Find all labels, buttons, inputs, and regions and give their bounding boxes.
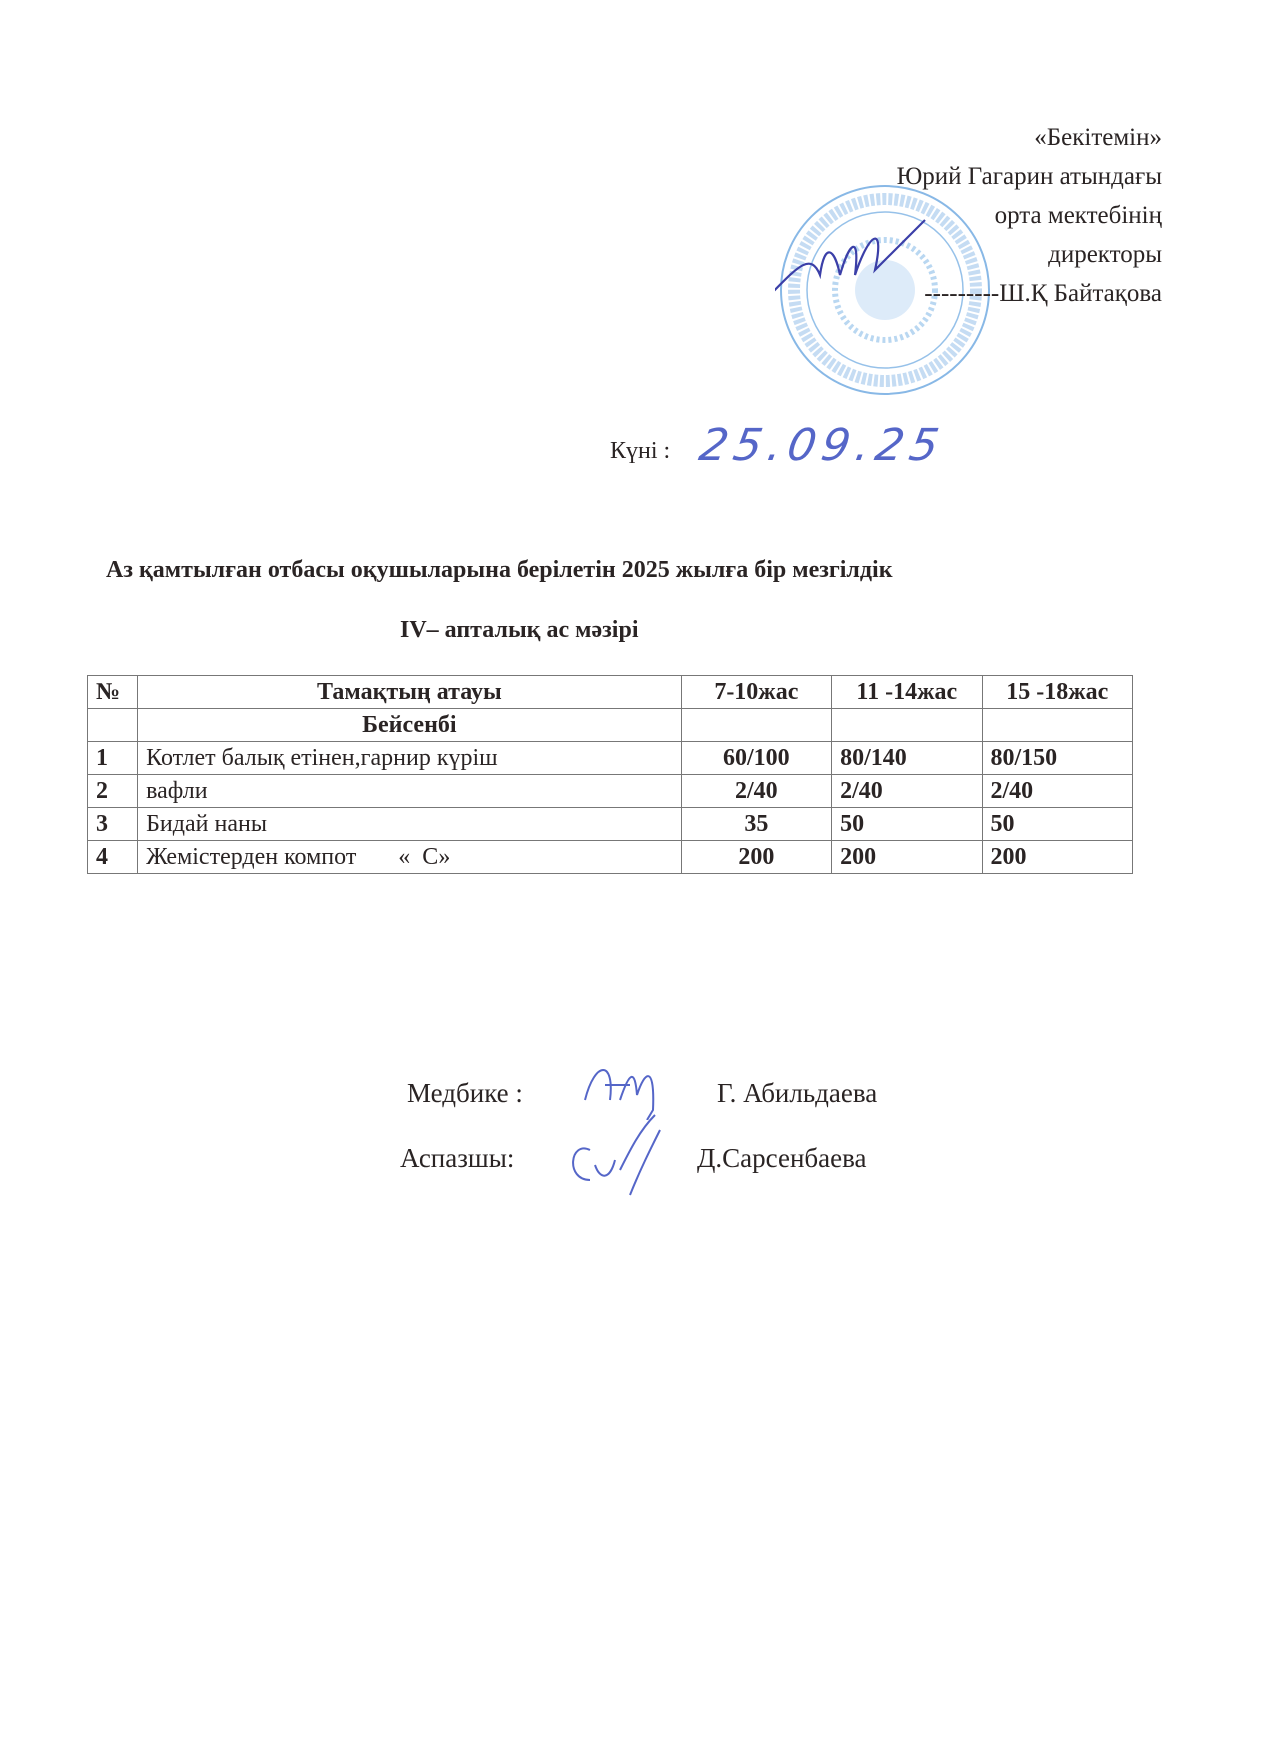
date-label: Күні :: [610, 438, 671, 464]
document-subtitle: IV– апталық ас мәзірі: [400, 617, 639, 643]
approval-heading: «Бекітемін»: [1034, 124, 1162, 151]
dish-name: вафли: [138, 775, 681, 808]
nurse-name: Г. Абильдаева: [717, 1078, 878, 1108]
table-row: [88, 841, 1133, 874]
portion-15-18: 2/40: [982, 775, 1132, 808]
approval-school-2: орта мектебінің: [994, 202, 1162, 229]
approval-school: Юрий Гагарин атындағы: [896, 163, 1162, 190]
empty-cell: [88, 709, 138, 742]
table-row: [88, 742, 1133, 775]
table-header-row: [88, 676, 1133, 709]
date-value: 25.09.25: [695, 420, 949, 471]
portion-7-10: 35: [681, 808, 831, 841]
cook-label: Аспазшы:: [400, 1143, 515, 1173]
header-age-11-14: 11 -14жас: [832, 676, 982, 709]
empty-cell: [681, 709, 831, 742]
row-number: 3: [88, 808, 138, 841]
header-dish: Тамақтың атауы: [138, 676, 681, 709]
portion-11-14: 2/40: [832, 775, 982, 808]
portion-7-10: 2/40: [681, 775, 831, 808]
dish-name: Котлет балық етінен,гарнир күріш: [138, 742, 681, 775]
table-day-row: [88, 709, 1133, 742]
nurse-label: Медбике :: [407, 1078, 523, 1108]
table-row: [88, 808, 1133, 841]
portion-7-10: 60/100: [681, 742, 831, 775]
portion-15-18: 50: [982, 808, 1132, 841]
cook-signature: [560, 1110, 670, 1200]
portion-11-14: 50: [832, 808, 982, 841]
dish-name: Жемістерден компот « С»: [138, 841, 681, 874]
table-row: [88, 775, 1133, 808]
approval-position: директоры: [1048, 241, 1162, 268]
portion-11-14: 200: [832, 841, 982, 874]
row-number: 1: [88, 742, 138, 775]
empty-cell: [982, 709, 1132, 742]
approval-director-name: ---------Ш.Қ Байтақова: [924, 280, 1162, 307]
row-number: 2: [88, 775, 138, 808]
row-number: 4: [88, 841, 138, 874]
portion-15-18: 200: [982, 841, 1132, 874]
cook-name: Д.Сарсенбаева: [697, 1143, 867, 1173]
header-number: №: [88, 676, 138, 709]
header-age-15-18: 15 -18жас: [982, 676, 1132, 709]
portion-7-10: 200: [681, 841, 831, 874]
menu-table: [87, 675, 1133, 874]
empty-cell: [832, 709, 982, 742]
header-age-7-10: 7-10жас: [681, 676, 831, 709]
dish-name: Бидай наны: [138, 808, 681, 841]
approval-block: [897, 118, 1162, 313]
portion-15-18: 80/150: [982, 742, 1132, 775]
portion-11-14: 80/140: [832, 742, 982, 775]
day-name: Бейсенбі: [138, 709, 681, 742]
document-title: Аз қамтылған отбасы оқушыларына берілетін 2025 жылға бір мезгілдік: [106, 557, 893, 583]
